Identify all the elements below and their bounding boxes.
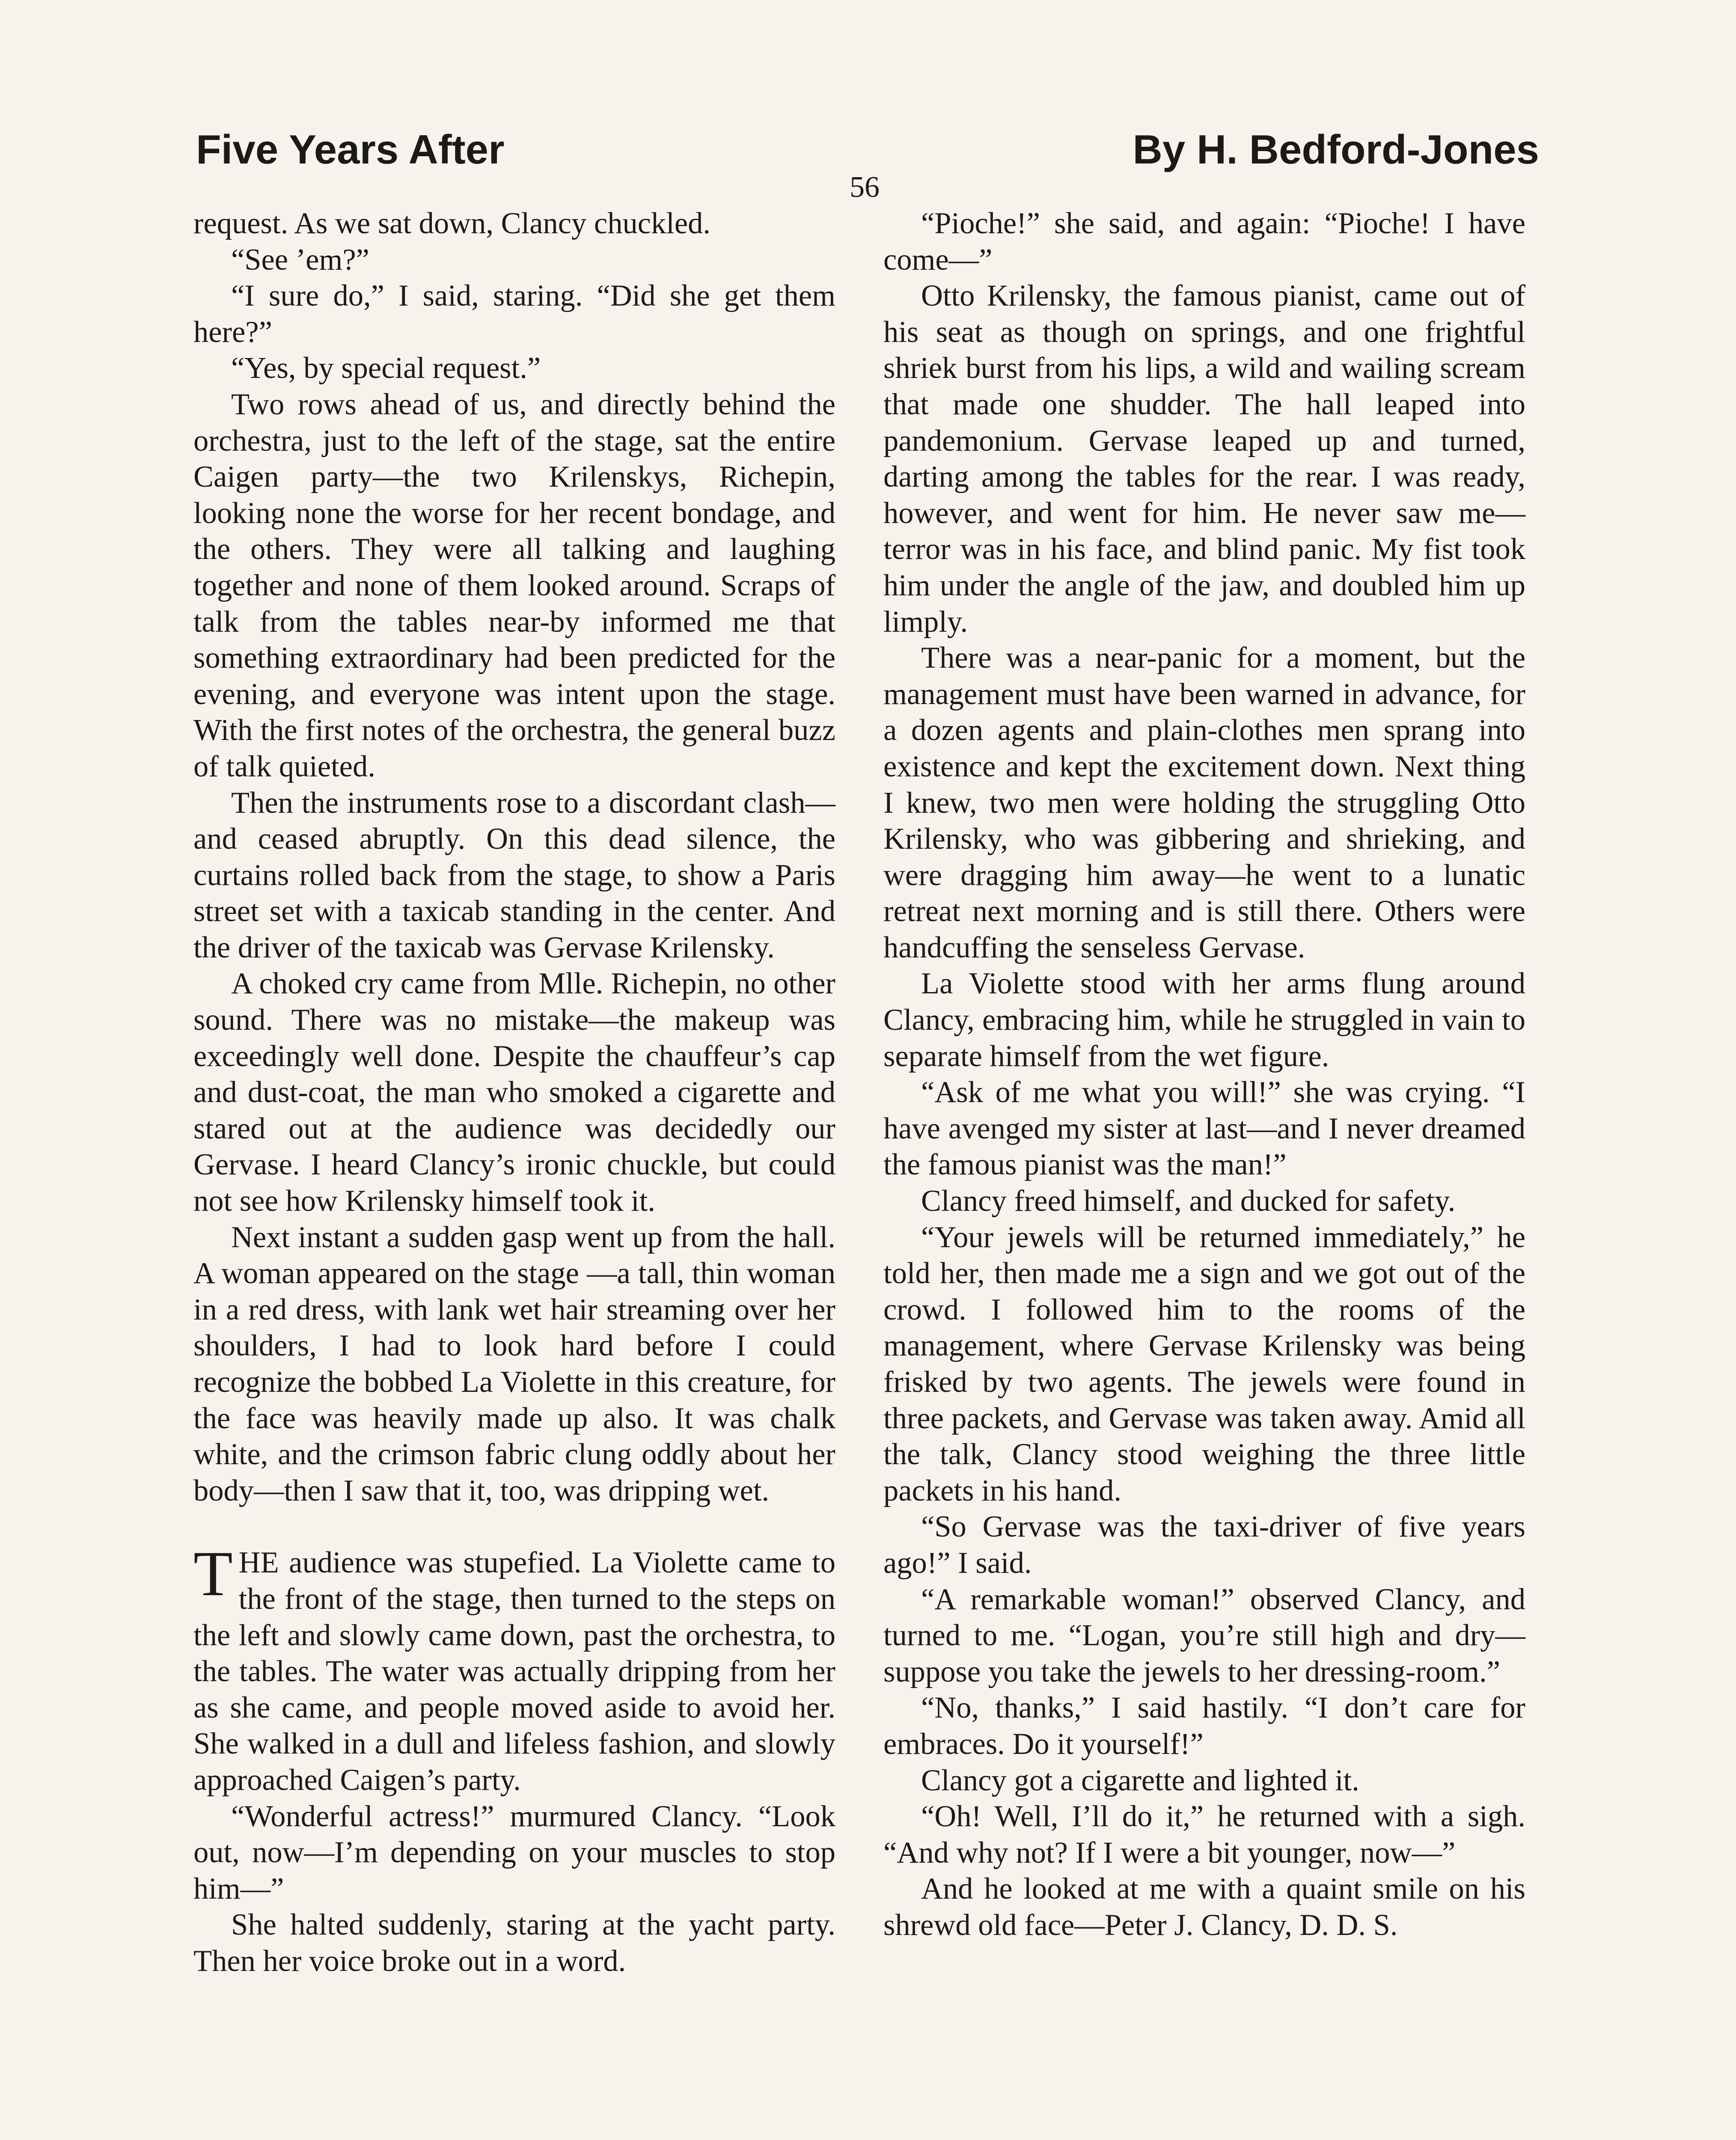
text-column-left <box>193 205 835 1980</box>
paragraph-text: HE audience was stupefied. La Violette came to the front of the stage, then turned to the steps on the left and slowly came down, past the orchestra, to the tables. The water was actually dripping from her as she came, and people moved aside to avoid her. She walked in a dull and lifeless fashion, and slowly approached Caigen’s party. <box>193 1546 835 1797</box>
page-number: 56 <box>850 171 880 204</box>
paragraph: “See ’em?” <box>231 243 369 276</box>
paragraph: And he looked at me with a quaint smile on his shrewd old face—Peter J. Clancy, D. D. S. <box>883 1872 1525 1942</box>
paragraph: Two rows ahead of us, and directly behind the orchestra, just to the left of the stage, sat the entire Caigen party—the two Krilenskys, Richepin, looking none the worse for her recent bondage, and the others. They were all talking and laughing together and none of them looked around. Scraps of talk from the tables near-by informed me that something extraordinary had been predicted for the evening, and everyone was intent upon the stage. With the first notes of the orchestra, the general buzz of talk quieted. <box>193 387 835 783</box>
paragraph: Next instant a sudden gasp went up from the hall. A woman appeared on the stage —a tall, thin woman in a red dress, with lank wet hair streaming over her shoulders, I had to look hard before I could recognize the bobbed La Violette in this creature, for the face was heavily made up also. It was chalk white, and the crimson fabric clung oddly about her body—then I saw that it, too, was dripping wet. <box>193 1220 835 1507</box>
paragraph: La Violette stood with her arms flung around Clancy, embracing him, while he struggled in vain to separate himself from the wet figure. <box>883 967 1525 1073</box>
paragraph: “Pioche!” she said, and again: “Pioche! I have come—” <box>883 207 1525 276</box>
paragraph: Otto Krilensky, the famous pianist, came out of his seat as though on springs, and one frightful shriek burst from his lips, a wild and wailing scream that made one shudder. The hall leaped into pandemonium. Gervase leaped up and turned, darting among the tables for the rear. I was ready, however, and went for him. He never saw me—terror was in his face, and blind panic. My fist took him under the angle of the jaw, and doubled him up limply. <box>883 279 1525 639</box>
paragraph: “Ask of me what you will!” she was crying. “I have avenged my sister at last—and I never dreamed the famous pianist was the man!” <box>883 1076 1525 1182</box>
text-column-right <box>883 205 1525 1944</box>
paragraph: She halted suddenly, staring at the yacht party. Then her voice broke out in a word. <box>193 1908 835 1978</box>
drop-cap-letter: T <box>193 1538 233 1610</box>
paragraph: A choked cry came from Mlle. Richepin, no other sound. There was no mistake—the makeup was exceedingly well done. Despite the chauffeur’s cap and dust-coat, the man who smoked a cigarette and stared out at the audience was decidedly our Gervase. I heard Clancy’s ironic chuckle, but could not see how Krilensky himself took it. <box>193 967 835 1218</box>
paragraph: “Wonderful actress!” murmured Clancy. “Look out, now—I’m depending on your muscles to stop him—” <box>193 1799 835 1905</box>
story-title: Five Years After <box>196 127 505 172</box>
paragraph: “No, thanks,” I said hastily. “I don’t care for embraces. Do it yourself!” <box>883 1691 1525 1761</box>
paragraph: “A remarkable woman!” observed Clancy, and turned to me. “Logan, you’re still high and dry—suppose you take the jewels to her dressing-room.” <box>883 1582 1525 1688</box>
paragraph: request. As we sat down, Clancy chuckled. <box>193 207 711 240</box>
paragraph: Then the instruments rose to a discordant clash—and ceased abruptly. On this dead silence, the curtains rolled back from the stage, to show a Paris street set with a taxicab standing in the center. And the driver of the taxicab was Gervase Krilensky. <box>193 786 835 964</box>
paragraph: Clancy got a cigarette and lighted it. <box>921 1763 1359 1797</box>
paragraph: “Oh! Well, I’ll do it,” he returned with a sigh. “And why not? If I were a bit younger, now—” <box>883 1800 1525 1870</box>
paragraph-with-drop-cap <box>193 1538 835 1798</box>
paragraph: Clancy freed himself, and ducked for safety. <box>921 1184 1456 1218</box>
paragraph: “I sure do,” I said, staring. “Did she get them here?” <box>193 279 835 349</box>
story-author: By H. Bedford-Jones <box>1133 127 1539 172</box>
paragraph: There was a near-panic for a moment, but the management must have been warned in advance, for a dozen agents and plain-clothes men sprang into existence and kept the excitement down. Next thing I knew, two men were holding the struggling Otto Krilensky, who was gibbering and shrieking, and were dragging him away—he went to a lunatic retreat next morning and is still there. Others were handcuffing the senseless Gervase. <box>883 641 1525 964</box>
paragraph: “Yes, by special request.” <box>231 351 541 385</box>
paragraph: “Your jewels will be returned immediately,” he told her, then made me a sign and we got out of the crowd. I followed him to the rooms of the management, where Gervase Krilensky was being frisked by two agents. The jewels were found in three packets, and Gervase was taken away. Amid all the talk, Clancy stood weighing the three little packets in his hand. <box>883 1220 1525 1507</box>
paragraph: “So Gervase was the taxi-driver of five years ago!” I said. <box>883 1510 1525 1580</box>
